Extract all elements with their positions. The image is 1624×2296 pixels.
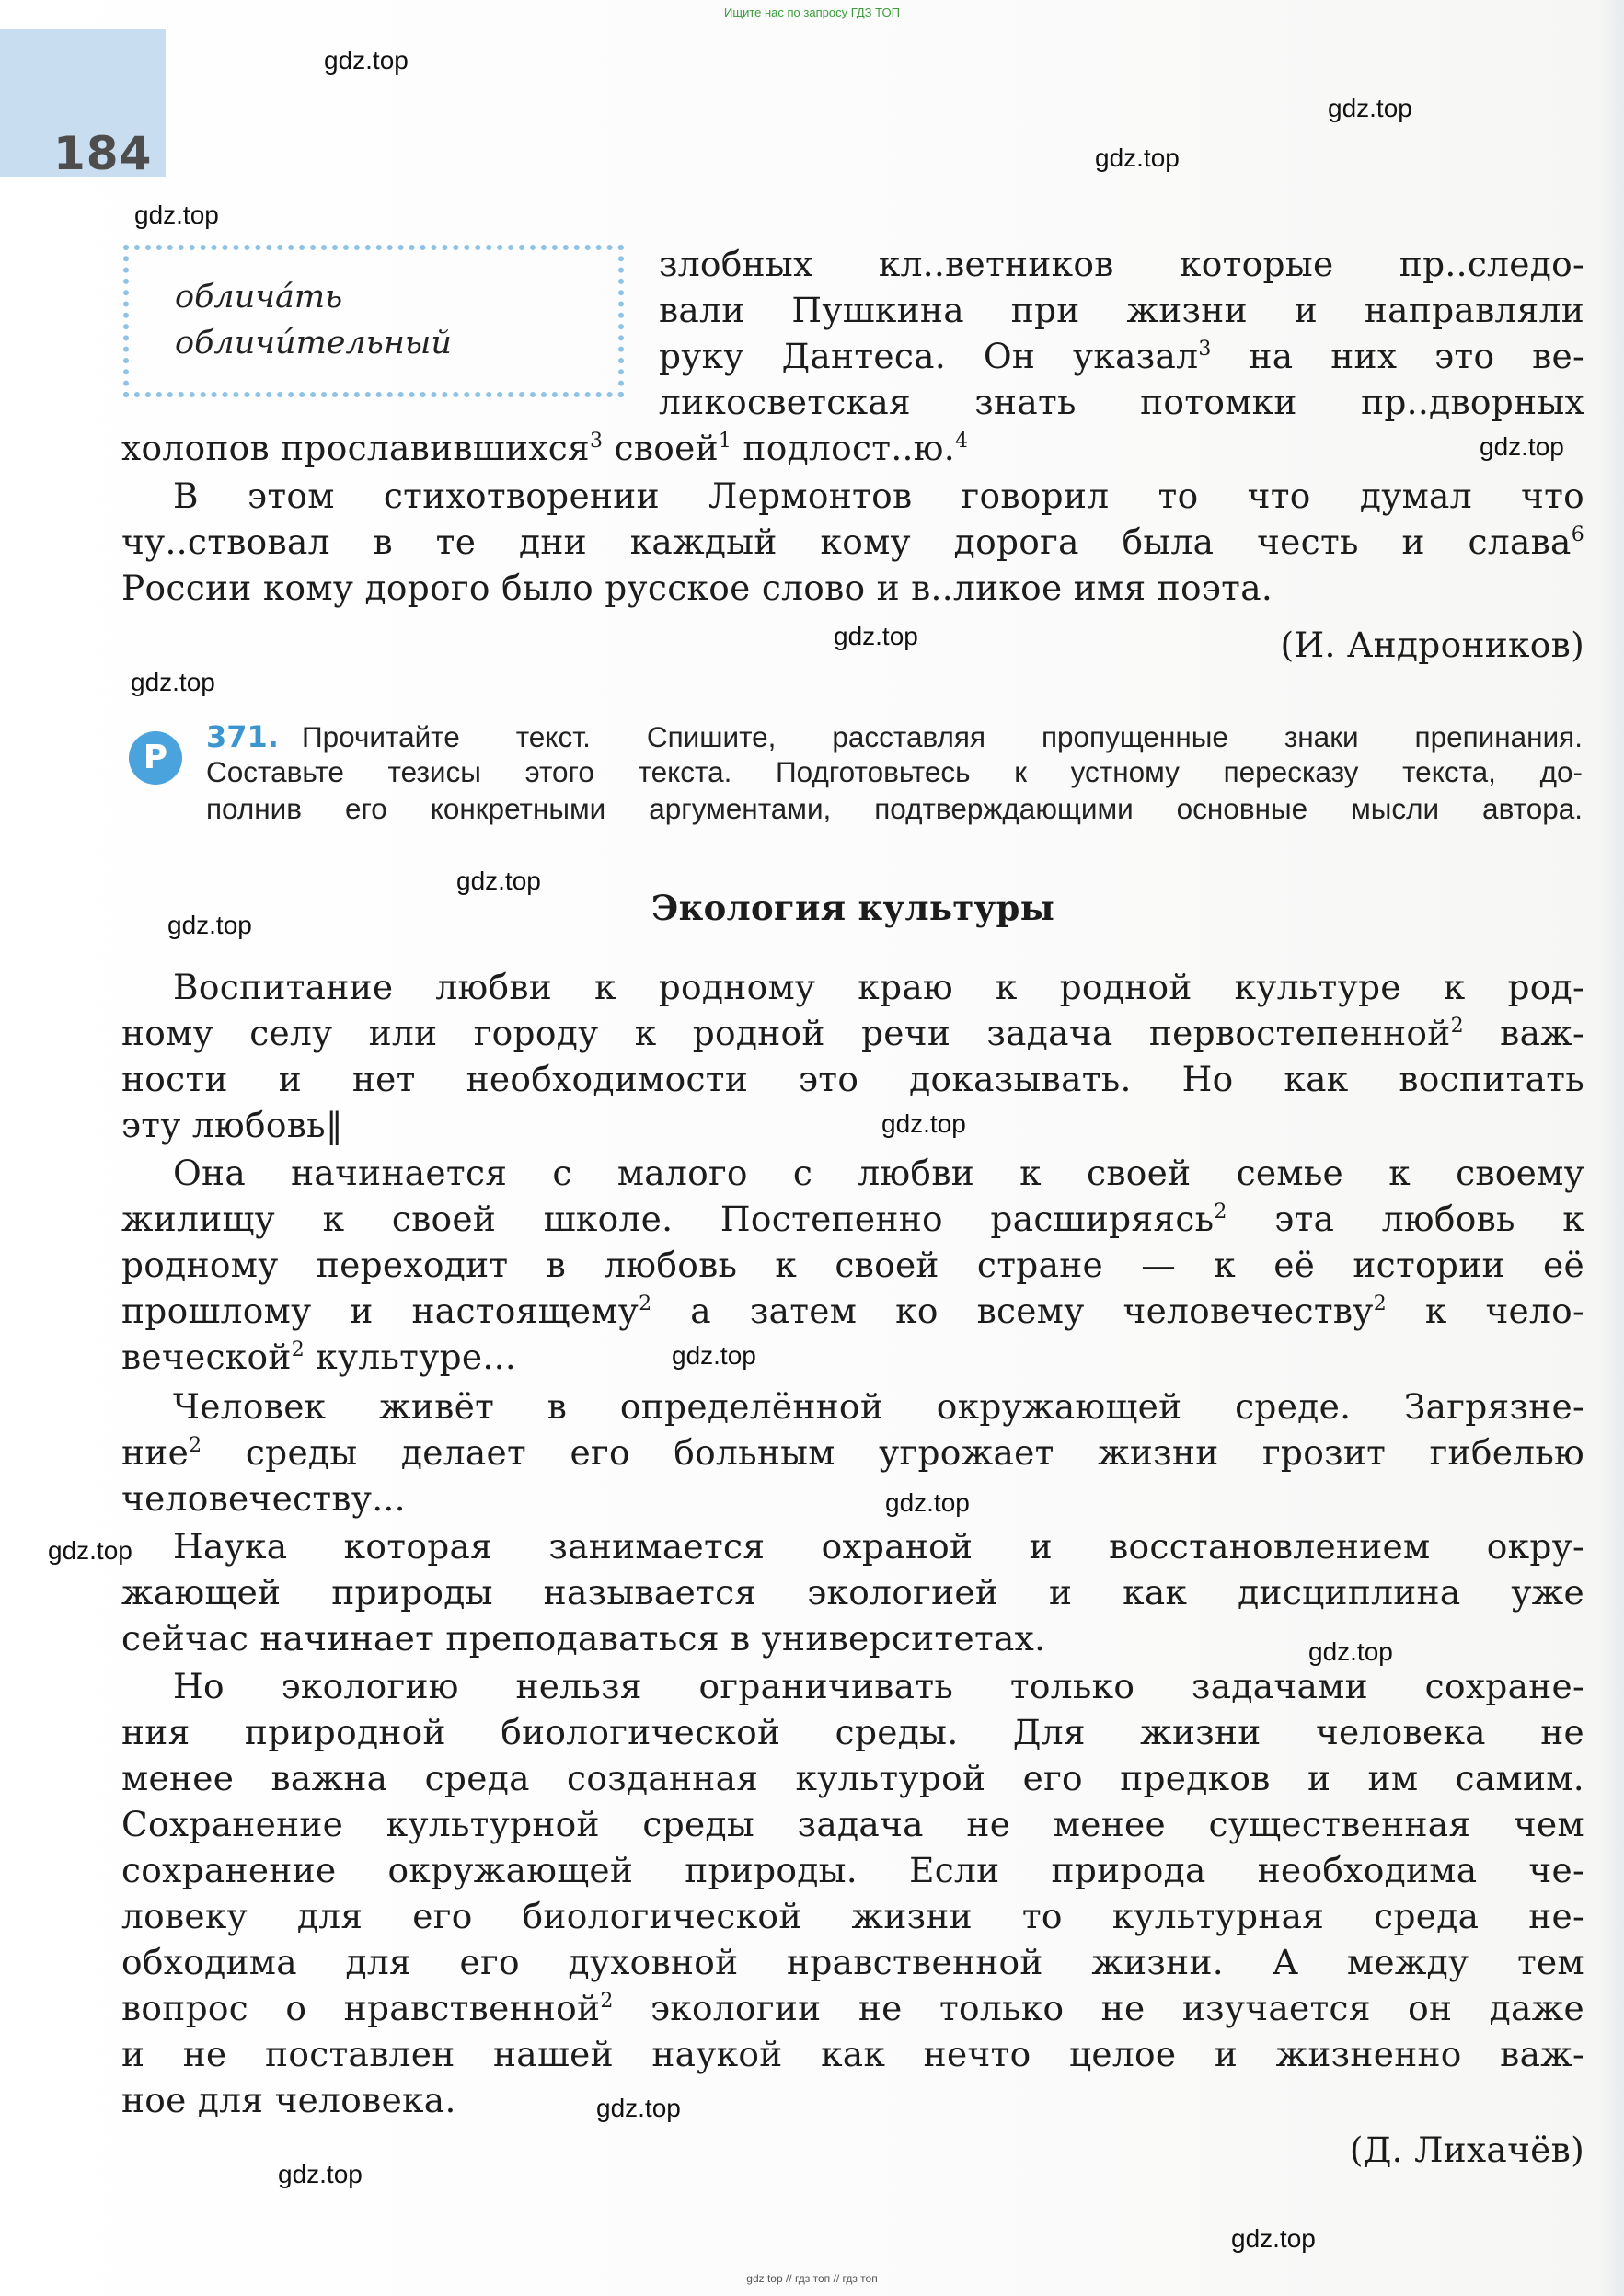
footnote-marker: 2 (291, 1338, 305, 1361)
watermark: gdz.top (881, 1109, 966, 1138)
task-instruction-line: полнив его конкретными аргументами, подтверждающими основные мысли автора. (206, 792, 1583, 825)
watermark: gdz.top (131, 668, 215, 696)
text-line (121, 1755, 1584, 1802)
line-text: экологии не только не изучается он даже (613, 1988, 1584, 2028)
line-text: Человек живёт в определённой окружающей среде. Загрязне- (173, 1386, 1584, 1427)
line-text: эту любовь‖ (121, 1105, 343, 1145)
vocabulary-word: обличи́тельный (175, 325, 452, 362)
line-text: обходима для его духовной нравственной жизни. А между тем (121, 1942, 1584, 1982)
text-line (121, 1801, 1584, 1848)
text-line (121, 1102, 1584, 1149)
line-text: В этом стихотворении Лермонтов говорил то что думал что (173, 476, 1584, 516)
line-text: холопов прославившихся (121, 428, 590, 468)
line-text: к чело- (1387, 1291, 1585, 1331)
line-text: родному переходит в любовь к своей стране — к её истории её (121, 1245, 1584, 1285)
line-text: ликосветская знать потомки пр..дворных (659, 382, 1584, 422)
line-text: важ- (1463, 1013, 1584, 1053)
watermark: gdz.top (1308, 1637, 1393, 1666)
text-line (121, 1847, 1584, 1894)
line-text: а затем ко всему человечеству (651, 1291, 1374, 1331)
line-text: Сохранение культурной среды задача не менее существенная чем (121, 1804, 1584, 1844)
excerpt-line (121, 565, 1584, 612)
line-text: Она начинается с малого с любви к своей семье к своему (173, 1153, 1584, 1193)
line-text: ности и нет необходимости это доказывать. Но как воспитать (121, 1059, 1584, 1099)
line-text: руку Дантеса. Он указал (659, 336, 1199, 376)
line-text: на них это ве- (1211, 336, 1585, 376)
watermark: gdz.top (456, 867, 541, 895)
line-text: прошлому и настоящему (121, 1291, 639, 1331)
line-text: Наука которая занимается охраной и восстановлением окру- (173, 1526, 1584, 1567)
line-text: ние (121, 1432, 190, 1473)
footnote-marker: 4 (954, 430, 969, 453)
excerpt-author: (И. Андроников) (1280, 625, 1584, 665)
footnote-marker: 1 (718, 430, 732, 453)
footnote-marker: 2 (639, 1292, 652, 1315)
watermark: gdz.top (1480, 432, 1564, 461)
text-line (121, 2077, 1584, 2124)
text-line (121, 1663, 1584, 1710)
task-number: 371. (206, 719, 279, 754)
text-line (121, 1985, 1584, 2032)
excerpt-line (659, 379, 1584, 426)
excerpt-line (121, 519, 1584, 566)
footnote-marker: 6 (1571, 523, 1584, 546)
footnote-marker: 3 (1198, 338, 1212, 361)
line-text: сохранение окружающей природы. Если природа необходима че- (121, 1850, 1584, 1890)
footnote-marker: 2 (600, 1990, 614, 2013)
text-line (121, 1242, 1584, 1289)
line-text: среды делает его больным угрожает жизни грозит гибелью (202, 1432, 1584, 1473)
top-banner[interactable]: Ищите нас по запросу ГДЗ ТОП (724, 6, 900, 19)
line-text: Воспитание любви к родному краю к родной культуре к род- (173, 967, 1584, 1007)
footnote-marker: 2 (189, 1434, 202, 1457)
watermark: gdz.top (48, 1536, 132, 1565)
line-text: чу..ствовал в те дни каждый кому дорога была честь и слава (121, 522, 1572, 562)
text-line (121, 1569, 1584, 1616)
line-text: жающей природы называется экологией и как дисциплина уже (121, 1572, 1584, 1613)
watermark: gdz.top (167, 911, 252, 939)
watermark: gdz.top (134, 201, 219, 229)
line-text: ния природной биологической среды. Для жизни человека не (121, 1712, 1584, 1752)
watermark: gdz.top (834, 622, 918, 650)
line-text: подлост..ю. (731, 428, 955, 468)
task-instruction-line: Составьте тезисы этого текста. Подготовьтесь к устному пересказу текста, до- (206, 755, 1583, 788)
line-text: Но экологию нельзя ограничивать только задачами сохране- (173, 1666, 1584, 1706)
text-line (121, 1334, 1584, 1381)
line-text: эта любовь к (1227, 1199, 1584, 1239)
text-line (121, 1383, 1584, 1430)
text-line (121, 1288, 1584, 1335)
line-text: злобных кл..ветников которые пр..следо- (659, 244, 1584, 284)
watermark: gdz.top (596, 2094, 681, 2122)
vocabulary-box (123, 245, 624, 397)
excerpt-line (659, 287, 1584, 334)
bottom-banner[interactable]: gdz top // гдз топ // гдз топ (746, 2272, 878, 2285)
footnote-marker: 2 (1450, 1015, 1464, 1038)
line-text: ному селу или городу к родной речи задача первостепенной (121, 1013, 1451, 1053)
line-text: жилищу к своей школе. Постепенно расширяясь (121, 1199, 1215, 1239)
line-text: сейчас начинает преподаваться в университетах. (121, 1618, 1046, 1659)
excerpt-line (659, 333, 1584, 380)
line-text: вопрос о нравственной (121, 1988, 601, 2028)
text-line (121, 1523, 1584, 1570)
text-title: Экология культуры (651, 888, 1055, 928)
text-line (121, 1150, 1584, 1197)
text-line (121, 1709, 1584, 1756)
watermark: gdz.top (885, 1488, 970, 1517)
text-line (121, 1429, 1584, 1476)
line-text: культуре... (305, 1337, 517, 1377)
vocabulary-word: обличáть (175, 279, 343, 316)
excerpt-line (659, 241, 1584, 288)
watermark: gdz.top (1095, 144, 1180, 172)
text-line (121, 2031, 1584, 2078)
rhetoric-badge-icon: Р (129, 731, 182, 785)
text-line (121, 1475, 1584, 1522)
watermark: gdz.top (1328, 94, 1412, 122)
line-text: и не поставлен нашей наукой как нечто целое и жизненно важ- (121, 2034, 1584, 2074)
page-number: 184 (53, 127, 153, 180)
line-text: ловеку для его биологической жизни то культурная среда не- (121, 1896, 1584, 1936)
text-line (121, 1010, 1584, 1057)
text-line (121, 964, 1584, 1011)
text-line (121, 1893, 1584, 1940)
footnote-marker: 2 (1373, 1292, 1387, 1315)
line-text: России кому дорого было русское слово и в..ликое имя поэта. (121, 568, 1273, 608)
text-author: (Д. Лихачёв) (1349, 2130, 1584, 2170)
line-text: своей (603, 428, 719, 468)
watermark: gdz.top (672, 1341, 756, 1370)
watermark: gdz.top (324, 46, 409, 75)
line-text: веческой (121, 1337, 292, 1377)
line-text: менее важна среда созданная культурой его предков и им самим. (121, 1758, 1584, 1798)
watermark: gdz.top (278, 2160, 363, 2188)
text-line (121, 1939, 1584, 1986)
line-text: ное для человека. (121, 2080, 456, 2120)
watermark: gdz.top (1231, 2224, 1316, 2253)
footnote-marker: 2 (1214, 1200, 1227, 1223)
text-line (121, 1056, 1584, 1103)
excerpt-line (121, 425, 1584, 472)
excerpt-line (121, 473, 1584, 520)
line-text: вали Пушкина при жизни и направляли (659, 290, 1584, 330)
footnote-marker: 3 (589, 430, 604, 453)
text-line (121, 1196, 1584, 1243)
line-text: человечеству... (121, 1478, 406, 1519)
text-line (121, 1615, 1584, 1662)
task-instruction-line: Прочитайте текст. Спишите, расставляя пропущенные знаки препинания. (302, 720, 1583, 753)
page-edge-shadow (1598, 0, 1624, 2296)
